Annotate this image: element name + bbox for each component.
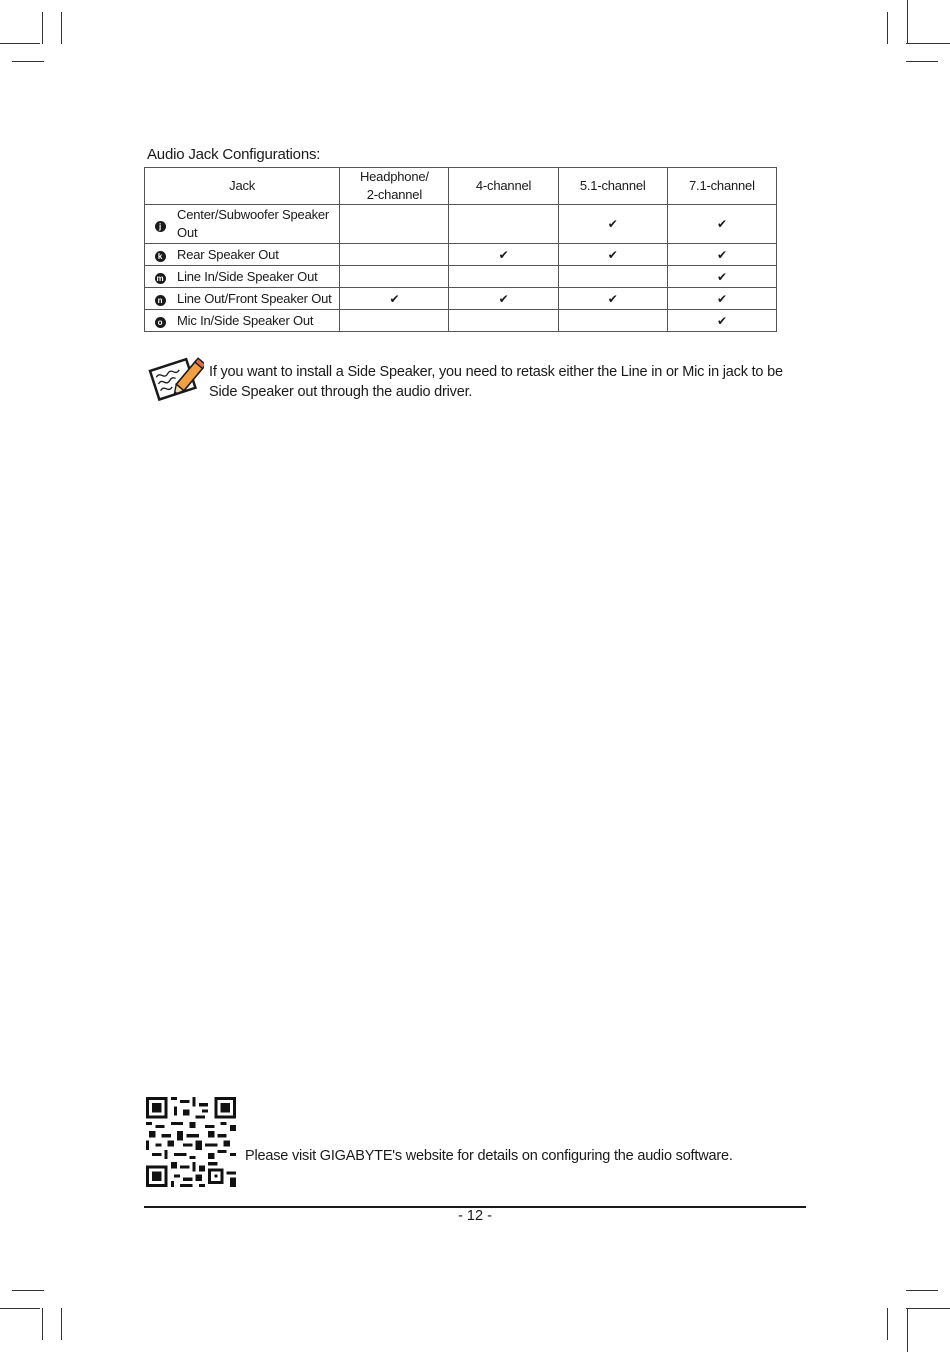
header-7-1-channel: 7.1-channel xyxy=(667,168,776,205)
jack-badge-icon: m xyxy=(155,273,166,284)
crop-mark xyxy=(0,1308,40,1309)
header-5-1-channel: 5.1-channel xyxy=(558,168,667,205)
crop-mark xyxy=(0,43,40,44)
header-jack: Jack xyxy=(145,168,340,205)
check-cell: ✔ xyxy=(667,288,776,310)
crop-mark xyxy=(887,12,888,44)
check-cell: ✔ xyxy=(667,244,776,266)
jack-label: Line In/Side Speaker Out xyxy=(175,266,340,288)
check-cell: ✔ xyxy=(449,288,558,310)
check-cell: ✔ xyxy=(449,244,558,266)
table-row xyxy=(145,288,777,310)
crop-mark xyxy=(906,43,950,44)
check-cell: ✔ xyxy=(667,205,776,244)
note-text: If you want to install a Side Speaker, you need to retask either the Line in or Mic in jack to be Side Speaker out through the audio driver. xyxy=(209,364,783,400)
crop-mark xyxy=(61,12,62,44)
check-cell: ✔ xyxy=(340,288,449,310)
crop-mark xyxy=(42,12,43,44)
table-row xyxy=(145,266,777,288)
crop-mark xyxy=(907,0,908,44)
jack-badge-icon: o xyxy=(155,317,166,328)
table-row xyxy=(145,310,777,332)
table-row xyxy=(145,205,777,244)
check-cell: ✔ xyxy=(558,288,667,310)
jack-label: Rear Speaker Out xyxy=(175,244,340,266)
table-header-row xyxy=(145,168,777,205)
crop-mark xyxy=(887,1308,888,1340)
check-cell xyxy=(558,266,667,288)
crop-mark xyxy=(906,61,938,62)
note-pencil-icon xyxy=(148,352,204,404)
check-cell: ✔ xyxy=(558,244,667,266)
crop-mark xyxy=(906,1308,950,1309)
audio-jack-table xyxy=(144,167,777,332)
jack-badge-icon: n xyxy=(155,295,166,306)
check-cell xyxy=(340,266,449,288)
header-headphone: Headphone/ 2-channel xyxy=(340,168,449,205)
check-cell: ✔ xyxy=(558,205,667,244)
check-cell xyxy=(449,205,558,244)
check-cell xyxy=(558,310,667,332)
crop-mark xyxy=(907,1308,908,1352)
jack-badge-icon: j xyxy=(155,221,166,232)
jack-label: Center/Subwoofer Speaker Out xyxy=(175,205,340,244)
check-cell xyxy=(340,244,449,266)
check-cell: ✔ xyxy=(667,310,776,332)
check-cell xyxy=(340,205,449,244)
crop-mark xyxy=(42,1308,43,1340)
crop-mark xyxy=(12,1290,44,1291)
visit-website-text: Please visit GIGABYTE's website for details on configuring the audio software. xyxy=(245,1148,733,1164)
crop-mark xyxy=(906,1290,938,1291)
jack-label: Mic In/Side Speaker Out xyxy=(175,310,340,332)
check-cell xyxy=(449,266,558,288)
qr-code-icon xyxy=(146,1097,236,1187)
check-cell xyxy=(449,310,558,332)
header-4-channel: 4-channel xyxy=(449,168,558,205)
check-cell: ✔ xyxy=(667,266,776,288)
page-number: - 12 - xyxy=(458,1208,492,1224)
crop-mark xyxy=(61,1308,62,1340)
table-row xyxy=(145,244,777,266)
jack-badge-icon: k xyxy=(155,251,166,262)
section-title: Audio Jack Configurations: xyxy=(147,146,321,163)
jack-label: Line Out/Front Speaker Out xyxy=(175,288,340,310)
crop-mark xyxy=(12,61,44,62)
check-cell xyxy=(340,310,449,332)
